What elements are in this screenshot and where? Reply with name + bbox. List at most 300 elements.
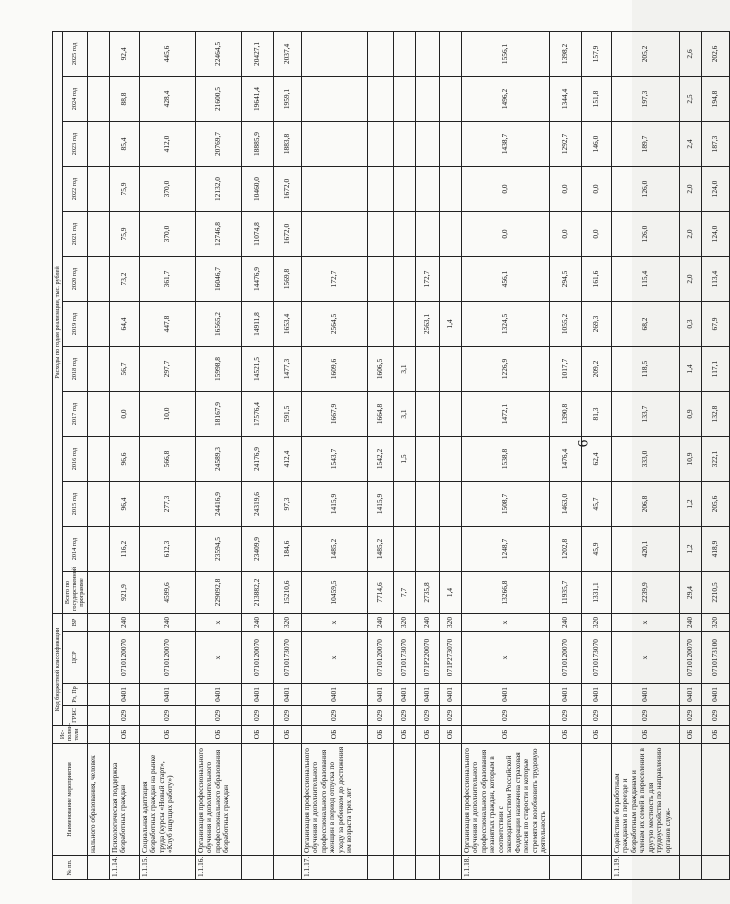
row-year-value: 418,9 [701,527,729,572]
row-year-value [415,527,439,572]
row-year-value [87,122,109,167]
row-year-value: 75,9 [109,212,139,257]
row-year-value [87,437,109,482]
row-year-value: 566,8 [139,437,195,482]
row-rzpr: 0401 [611,684,679,706]
row-executor: ОБ [139,726,195,744]
row-year-value: 20769,7 [195,122,241,167]
table-row [549,31,581,879]
row-year-value: 206,8 [611,482,679,527]
row-vr: 240 [139,614,195,632]
row-no [241,856,273,880]
row-total: 229092,8 [195,572,241,614]
table-row [439,31,461,879]
table-row [273,31,301,879]
row-year-value: 10460,0 [241,167,273,212]
row-year-value: 45,9 [581,527,611,572]
row-year-value: 1,4 [439,302,461,347]
row-rzpr: 0401 [549,684,581,706]
row-year-value: 612,3 [139,527,195,572]
row-year-value: 0,0 [581,212,611,257]
row-name [393,744,415,856]
row-year-value: 24319,6 [241,482,273,527]
row-year-value: 24589,3 [195,437,241,482]
header-expenses: Расходы по годам реализации, тыс. рублей [53,31,63,613]
row-year-value: 20427,1 [241,31,273,76]
header-vr: ВР [63,614,87,632]
row-year-value: 187,3 [701,122,729,167]
row-year-value [415,212,439,257]
row-year-value: 370,0 [139,212,195,257]
row-year-value: 0,0 [109,392,139,437]
row-vr: x [301,614,367,632]
header-year: 2016 год [63,437,87,482]
row-vr: 240 [679,614,701,632]
row-year-value: 172,7 [415,257,439,302]
row-year-value [415,347,439,392]
budget-table [52,31,730,880]
table-row [415,31,439,879]
row-year-value: 2,0 [679,212,701,257]
row-rzpr: 0401 [439,684,461,706]
row-year-value [87,392,109,437]
row-year-value: 23594,5 [195,527,241,572]
row-rzpr: 0401 [241,684,273,706]
row-no [549,856,581,880]
row-vr: 240 [241,614,273,632]
row-rzpr: 0401 [461,684,549,706]
row-year-value: 68,2 [611,302,679,347]
row-csr: 0710173070 [393,632,415,684]
row-year-value: 1672,0 [273,212,301,257]
header-year: 2022 год [63,167,87,212]
table-body [87,31,729,879]
row-year-value [87,167,109,212]
row-year-value: 16565,2 [195,302,241,347]
row-executor: ОБ [109,726,139,744]
row-year-value: 16046,7 [195,257,241,302]
row-year-value: 73,2 [109,257,139,302]
row-year-value: 19641,4 [241,77,273,122]
row-vr: 320 [581,614,611,632]
row-year-value [367,31,393,76]
row-rzpr: 0401 [109,684,139,706]
row-year-value: 56,7 [109,347,139,392]
row-year-value: 12746,8 [195,212,241,257]
row-year-value: 45,7 [581,482,611,527]
row-year-value: 1472,1 [461,392,549,437]
row-year-value: 21600,5 [195,77,241,122]
table-row [679,31,701,879]
row-grbs: 029 [439,706,461,726]
row-name [241,744,273,856]
row-year-value [87,527,109,572]
row-year-value: 1202,8 [549,527,581,572]
row-csr: 071P220070 [415,632,439,684]
row-year-value [367,122,393,167]
row-year-value [415,122,439,167]
row-year-value: 420,1 [611,527,679,572]
row-name: Содействие безработным гражданам в переезде и безработным гражданам и членам их семей в переселении в другую местность для трудоустройства по направлению органов служ- [611,744,679,856]
row-year-value [87,77,109,122]
row-rzpr: 0401 [139,684,195,706]
row-year-value [439,257,461,302]
row-year-value: 1415,9 [301,482,367,527]
row-year-value: 17576,4 [241,392,273,437]
row-executor: ОБ [549,726,581,744]
row-year-value: 22464,5 [195,31,241,76]
row-name: нального образования, человек [87,744,109,856]
row-year-value [393,212,415,257]
header-year: 2021 год [63,212,87,257]
row-year-value [87,482,109,527]
row-total: 15210,6 [273,572,301,614]
row-total [87,572,109,614]
row-executor [87,726,109,744]
row-year-value [393,167,415,212]
row-year-value: 0,3 [679,302,701,347]
row-year-value: 118,5 [611,347,679,392]
row-year-value: 1,5 [393,437,415,482]
row-year-value [87,302,109,347]
row-year-value: 1496,2 [461,77,549,122]
page-number: 6 [575,439,592,448]
row-year-value: 3,1 [393,392,415,437]
row-name: Психологическая поддержка безработных граждан [109,744,139,856]
row-executor: ОБ [393,726,415,744]
row-year-value: 14476,9 [241,257,273,302]
row-year-value: 184,6 [273,527,301,572]
row-year-value: 157,9 [581,31,611,76]
row-name: Организация профессионального обучения и дополнительного профессионального образования незанятых граждан, которым в соответствии с законодательством Российской Федерации назначена страховая пенсия по старости и которые стремятся возобновить трудовую деятельность [461,744,549,856]
row-no [273,856,301,880]
row-year-value: 115,4 [611,257,679,302]
row-year-value [301,77,367,122]
row-year-value [415,77,439,122]
row-vr: 240 [109,614,139,632]
row-executor: ОБ [273,726,301,744]
row-total: 213882,2 [241,572,273,614]
row-grbs: 029 [393,706,415,726]
row-year-value: 0,0 [549,167,581,212]
row-rzpr: 0401 [367,684,393,706]
table-row [139,31,195,879]
row-name: Организация профессионального обучения и дополнительного профессионального образования женщин в период отпуска по уходу за ребенком до достижения им возраста трех лет [301,744,367,856]
row-year-value: 194,8 [701,77,729,122]
row-grbs: 029 [461,706,549,726]
row-year-value [439,482,461,527]
header-year: 2014 год [63,527,87,572]
row-year-value: 445,6 [139,31,195,76]
row-year-value [301,167,367,212]
row-executor: ОБ [439,726,461,744]
row-year-value: 294,5 [549,257,581,302]
row-year-value: 62,4 [581,437,611,482]
row-total: 2735,8 [415,572,439,614]
table-row [87,31,109,879]
row-vr: 320 [393,614,415,632]
row-year-value [415,31,439,76]
row-grbs: 029 [139,706,195,726]
row-no: 1.1.15. [139,856,195,880]
row-year-value: 161,6 [581,257,611,302]
row-grbs: 029 [549,706,581,726]
row-grbs: 029 [581,706,611,726]
row-year-value: 202,6 [701,31,729,76]
row-year-value: 2,4 [679,122,701,167]
row-grbs: 029 [195,706,241,726]
row-year-value: 14521,5 [241,347,273,392]
row-executor: ОБ [241,726,273,744]
table-row [461,31,549,879]
header-year: 2019 год [63,302,87,347]
row-rzpr: 0401 [701,684,729,706]
row-year-value [415,392,439,437]
table-row [301,31,367,879]
row-year-value: 2037,4 [273,31,301,76]
row-year-value: 205,2 [611,31,679,76]
row-year-value: 1463,0 [549,482,581,527]
row-year-value [87,212,109,257]
row-no [701,856,729,880]
row-vr: 240 [367,614,393,632]
row-vr: x [611,614,679,632]
row-year-value: 447,8 [139,302,195,347]
row-year-value: 92,4 [109,31,139,76]
row-year-value: 96,6 [109,437,139,482]
row-year-value: 14911,8 [241,302,273,347]
row-year-value: 2563,1 [415,302,439,347]
row-year-value: 124,0 [701,212,729,257]
row-year-value [439,392,461,437]
header-total: Всего по государственной программе [63,572,87,614]
row-grbs: 029 [109,706,139,726]
row-year-value: 591,5 [273,392,301,437]
row-executor: ОБ [701,726,729,744]
row-year-value: 1538,8 [461,437,549,482]
row-year-value: 1,2 [679,482,701,527]
row-rzpr: 0401 [415,684,439,706]
row-no [87,856,109,880]
table-row [195,31,241,879]
row-no [415,856,439,880]
row-total: 1331,1 [581,572,611,614]
row-executor: ОБ [195,726,241,744]
row-year-value: 361,7 [139,257,195,302]
row-csr: 0710120070 [109,632,139,684]
row-executor: ОБ [679,726,701,744]
row-grbs: 029 [679,706,701,726]
row-year-value: 1477,3 [273,347,301,392]
row-vr: 320 [701,614,729,632]
row-total: 7,7 [393,572,415,614]
row-year-value [367,167,393,212]
row-year-value: 1017,7 [549,347,581,392]
row-year-value: 1324,5 [461,302,549,347]
row-year-value: 1543,7 [301,437,367,482]
row-vr: x [461,614,549,632]
row-csr: 0710120070 [139,632,195,684]
row-year-value [439,77,461,122]
row-grbs: 029 [301,706,367,726]
row-year-value: 1664,8 [367,392,393,437]
row-year-value: 269,3 [581,302,611,347]
row-name: Организация профессионального обучения и дополнительного профессионального образования безработных граждан [195,744,241,856]
row-year-value: 412,0 [139,122,195,167]
header-year: 2020 год [63,257,87,302]
row-grbs: 029 [611,706,679,726]
row-csr: 0710120070 [679,632,701,684]
row-year-value: 96,4 [109,482,139,527]
row-year-value: 146,0 [581,122,611,167]
row-year-value: 3,1 [393,347,415,392]
table-row [393,31,415,879]
row-year-value: 1415,9 [367,482,393,527]
row-rzpr: 0401 [393,684,415,706]
row-no [439,856,461,880]
table-row [367,31,393,879]
row-csr: 0710120070 [241,632,273,684]
row-year-value: 126,0 [611,212,679,257]
row-year-value: 64,4 [109,302,139,347]
row-year-value: 2,0 [679,167,701,212]
row-year-value: 0,0 [581,167,611,212]
row-year-value [301,212,367,257]
row-total: 11935,7 [549,572,581,614]
row-year-value: 132,8 [701,392,729,437]
row-no: 1.1.18. [461,856,549,880]
row-total: 4599,6 [139,572,195,614]
row-year-value [415,482,439,527]
row-year-value: 116,2 [109,527,139,572]
row-name [701,744,729,856]
row-name [581,744,611,856]
row-year-value: 1248,7 [461,527,549,572]
row-rzpr: 0401 [301,684,367,706]
row-grbs [87,706,109,726]
row-total: 7714,6 [367,572,393,614]
header-executor: Ис-полни-тели [53,726,88,744]
row-year-value: 1959,1 [273,77,301,122]
table-row [581,31,611,879]
row-year-value [87,347,109,392]
row-vr: 240 [549,614,581,632]
row-no: 1.1.16. [195,856,241,880]
row-year-value: 1,4 [679,347,701,392]
row-year-value: 333,0 [611,437,679,482]
row-year-value: 24416,9 [195,482,241,527]
row-csr: 0710173100 [701,632,729,684]
row-year-value [367,302,393,347]
row-year-value: 1438,7 [461,122,549,167]
row-rzpr: 0401 [581,684,611,706]
row-csr: x [611,632,679,684]
row-vr: x [195,614,241,632]
row-year-value: 1653,4 [273,302,301,347]
row-year-value [393,257,415,302]
row-grbs: 029 [273,706,301,726]
row-year-value: 126,0 [611,167,679,212]
row-year-value [301,122,367,167]
row-year-value: 1390,8 [549,392,581,437]
row-year-value: 10,0 [139,392,195,437]
row-executor: ОБ [461,726,549,744]
row-no [393,856,415,880]
header-csr: ЦСР [63,632,87,684]
row-year-value: 370,0 [139,167,195,212]
row-year-value: 172,7 [301,257,367,302]
header-year: 2017 год [63,392,87,437]
header-rzpr: Рз, Пр [63,684,87,706]
row-rzpr: 0401 [679,684,701,706]
row-year-value: 277,3 [139,482,195,527]
row-year-value [439,347,461,392]
row-total: 1,4 [439,572,461,614]
header-name: Наименование мероприятия [53,744,88,856]
row-year-value [301,31,367,76]
row-executor: ОБ [415,726,439,744]
row-year-value: 189,7 [611,122,679,167]
row-year-value: 18885,9 [241,122,273,167]
row-year-value: 124,0 [701,167,729,212]
row-total: 10459,5 [301,572,367,614]
row-year-value: 0,0 [549,212,581,257]
row-year-value: 1883,8 [273,122,301,167]
row-total: 921,9 [109,572,139,614]
row-year-value: 2,5 [679,77,701,122]
rotated-table-container [52,32,719,880]
row-no: 1.1.19. [611,856,679,880]
table-row [701,31,729,879]
row-year-value: 1542,2 [367,437,393,482]
row-year-value [393,527,415,572]
row-year-value: 1606,5 [367,347,393,392]
row-year-value: 133,7 [611,392,679,437]
row-year-value: 322,1 [701,437,729,482]
row-year-value: 2,6 [679,31,701,76]
header-year: 2025 год [63,31,87,76]
row-year-value [415,437,439,482]
row-executor: ОБ [611,726,679,744]
row-year-value [393,31,415,76]
row-year-value: 11074,8 [241,212,273,257]
row-year-value [393,482,415,527]
row-executor: ОБ [581,726,611,744]
row-total: 13266,8 [461,572,549,614]
row-year-value [439,167,461,212]
row-year-value [367,77,393,122]
row-year-value: 113,4 [701,257,729,302]
row-year-value: 1485,2 [301,527,367,572]
row-year-value [439,212,461,257]
row-year-value [439,437,461,482]
row-year-value: 1292,7 [549,122,581,167]
row-csr: x [461,632,549,684]
row-csr: 0710120070 [549,632,581,684]
row-year-value: 1398,2 [549,31,581,76]
row-name [549,744,581,856]
row-year-value: 12132,0 [195,167,241,212]
row-year-value: 1344,4 [549,77,581,122]
row-no [679,856,701,880]
row-year-value: 0,9 [679,392,701,437]
header-year: 2015 год [63,482,87,527]
row-year-value: 2,0 [679,257,701,302]
row-year-value [87,257,109,302]
row-year-value: 24176,9 [241,437,273,482]
row-csr: x [301,632,367,684]
row-year-value: 97,3 [273,482,301,527]
